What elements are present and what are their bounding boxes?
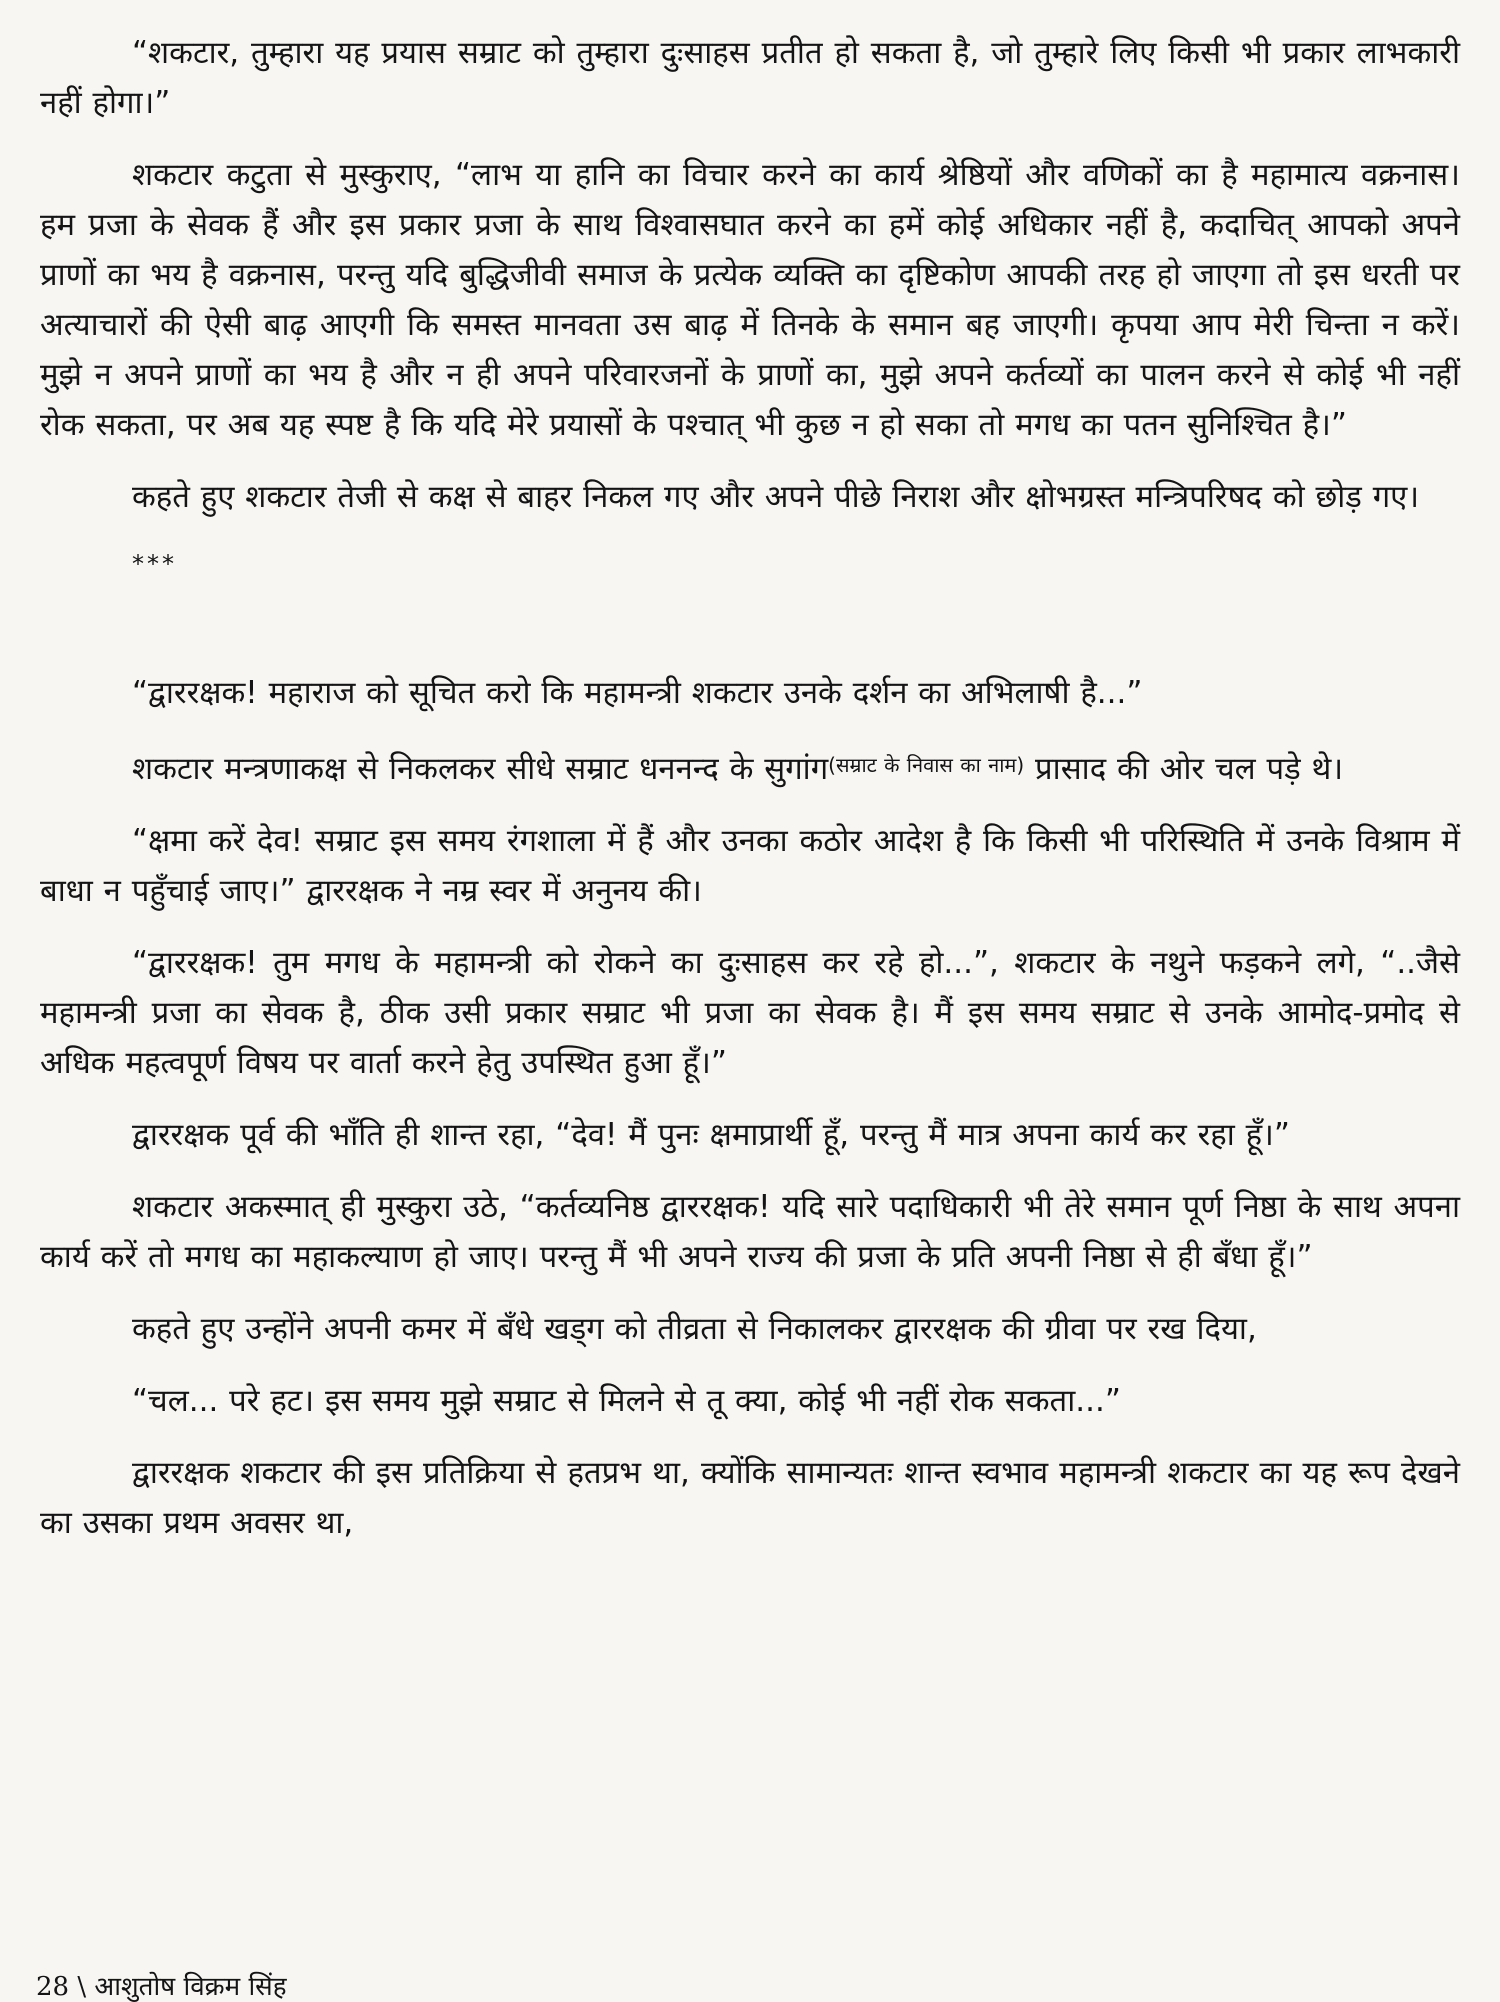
- paragraph-text: शकटार मन्त्रणाकक्ष से निकलकर सीधे सम्राट धननन्द के सुगांग: [132, 751, 829, 787]
- page-body: [40, 28, 1460, 1548]
- page-footer: 28 \ आशुतोष विक्रम सिंह: [36, 1972, 287, 2002]
- inline-note: (सम्राट के निवास का नाम): [828, 753, 1025, 777]
- paragraph: कहते हुए उन्होंने अपनी कमर में बँधे खड्ग को तीव्रता से निकालकर द्वाररक्षक की ग्रीवा पर रख दिया,: [132, 1311, 1257, 1347]
- paragraph: [40, 740, 1460, 794]
- paragraph: शकटार कटुता से मुस्कुराए, “लाभ या हानि का विचार करने का कार्य श्रेष्ठियों और वणिकों का है महामात्य वक्रनास। हम प्रजा के सेवक हैं और इस प्रकार प्रजा के साथ विश्वासघात करने का हमें कोई अधिकार नहीं है, कदाचित् आपको अपने प्राणों का भय है वक्रनास, परन्तु यदि बुद्धिजीवी समाज के प्रत्येक व्यक्ति का दृष्टिकोण आपकी तरह हो जाएगा तो इस धरती पर अत्याचारों की ऐसी बाढ़ आएगी कि समस्त मानवता उस बाढ़ में तिनके के समान बह जाएगी। कृपया आप मेरी चिन्ता न करें। मुझे न अपने प्राणों का भय है और न ही अपने परिवारजनों के प्राणों का, मुझे अपने कर्तव्यों का पालन करने से कोई भी नहीं रोक सकता, पर अब यह स्पष्ट है कि यदि मेरे प्रयासों के पश्चात् भी कुछ न हो सका तो मगध का पतन सुनिश्चित है।”: [40, 157, 1460, 443]
- paragraph: शकटार अकस्मात् ही मुस्कुरा उठे, “कर्तव्यनिष्ठ द्वाररक्षक! यदि सारे पदाधिकारी भी तेरे समान पूर्ण निष्ठा के साथ अपना कार्य करें तो मगध का महाकल्याण हो जाए। परन्तु मैं भी अपने राज्य की प्रजा के प्रति अपनी निष्ठा से ही बँधा हूँ।”: [40, 1189, 1460, 1275]
- paragraph: “चल... परे हट। इस समय मुझे सम्राट से मिलने से तू क्या, कोई भी नहीं रोक सकता...”: [132, 1383, 1121, 1419]
- paragraph: द्वाररक्षक पूर्व की भाँति ही शान्त रहा, “देव! मैं पुनः क्षमाप्रार्थी हूँ, परन्तु मैं मात्र अपना कार्य कर रहा हूँ।”: [132, 1117, 1290, 1153]
- scene-separator: ***: [132, 550, 177, 578]
- paragraph: “क्षमा करें देव! सम्राट इस समय रंगशाला में हैं और उनका कठोर आदेश है कि किसी भी परिस्थिति में उनके विश्राम में बाधा न पहुँचाई जाए।” द्वाररक्षक ने नम्र स्वर में अनुनय की।: [40, 823, 1460, 909]
- paragraph: “शकटार, तुम्हारा यह प्रयास सम्राट को तुम्हारा दुःसाहस प्रतीत हो सकता है, जो तुम्हारे लिए किसी भी प्रकार लाभकारी नहीं होगा।”: [40, 35, 1460, 121]
- paragraph: द्वाररक्षक शकटार की इस प्रतिक्रिया से हतप्रभ था, क्योंकि सामान्यतः शान्त स्वभाव महामन्त्री शकटार का यह रूप देखने का उसका प्रथम अवसर था,: [40, 1455, 1460, 1541]
- paragraph-text: प्रासाद की ओर चल पड़े थे।: [1024, 751, 1344, 787]
- paragraph: “द्वाररक्षक! तुम मगध के महामन्त्री को रोकने का दुःसाहस कर रहे हो...”, शकटार के नथुने फड़कने लगे, “..जैसे महामन्त्री प्रजा का सेवक है, ठीक उसी प्रकार सम्राट भी प्रजा का सेवक है। मैं इस समय सम्राट से उनके आमोद-प्रमोद से अधिक महत्वपूर्ण विषय पर वार्ता करने हेतु उपस्थित हुआ हूँ।”: [40, 945, 1460, 1081]
- paragraph: कहते हुए शकटार तेजी से कक्ष से बाहर निकल गए और अपने पीछे निराश और क्षोभग्रस्त मन्त्रिपरिषद को छोड़ गए।: [132, 479, 1420, 515]
- paragraph: “द्वाररक्षक! महाराज को सूचित करो कि महामन्त्री शकटार उनके दर्शन का अभिलाषी है...”: [132, 675, 1143, 711]
